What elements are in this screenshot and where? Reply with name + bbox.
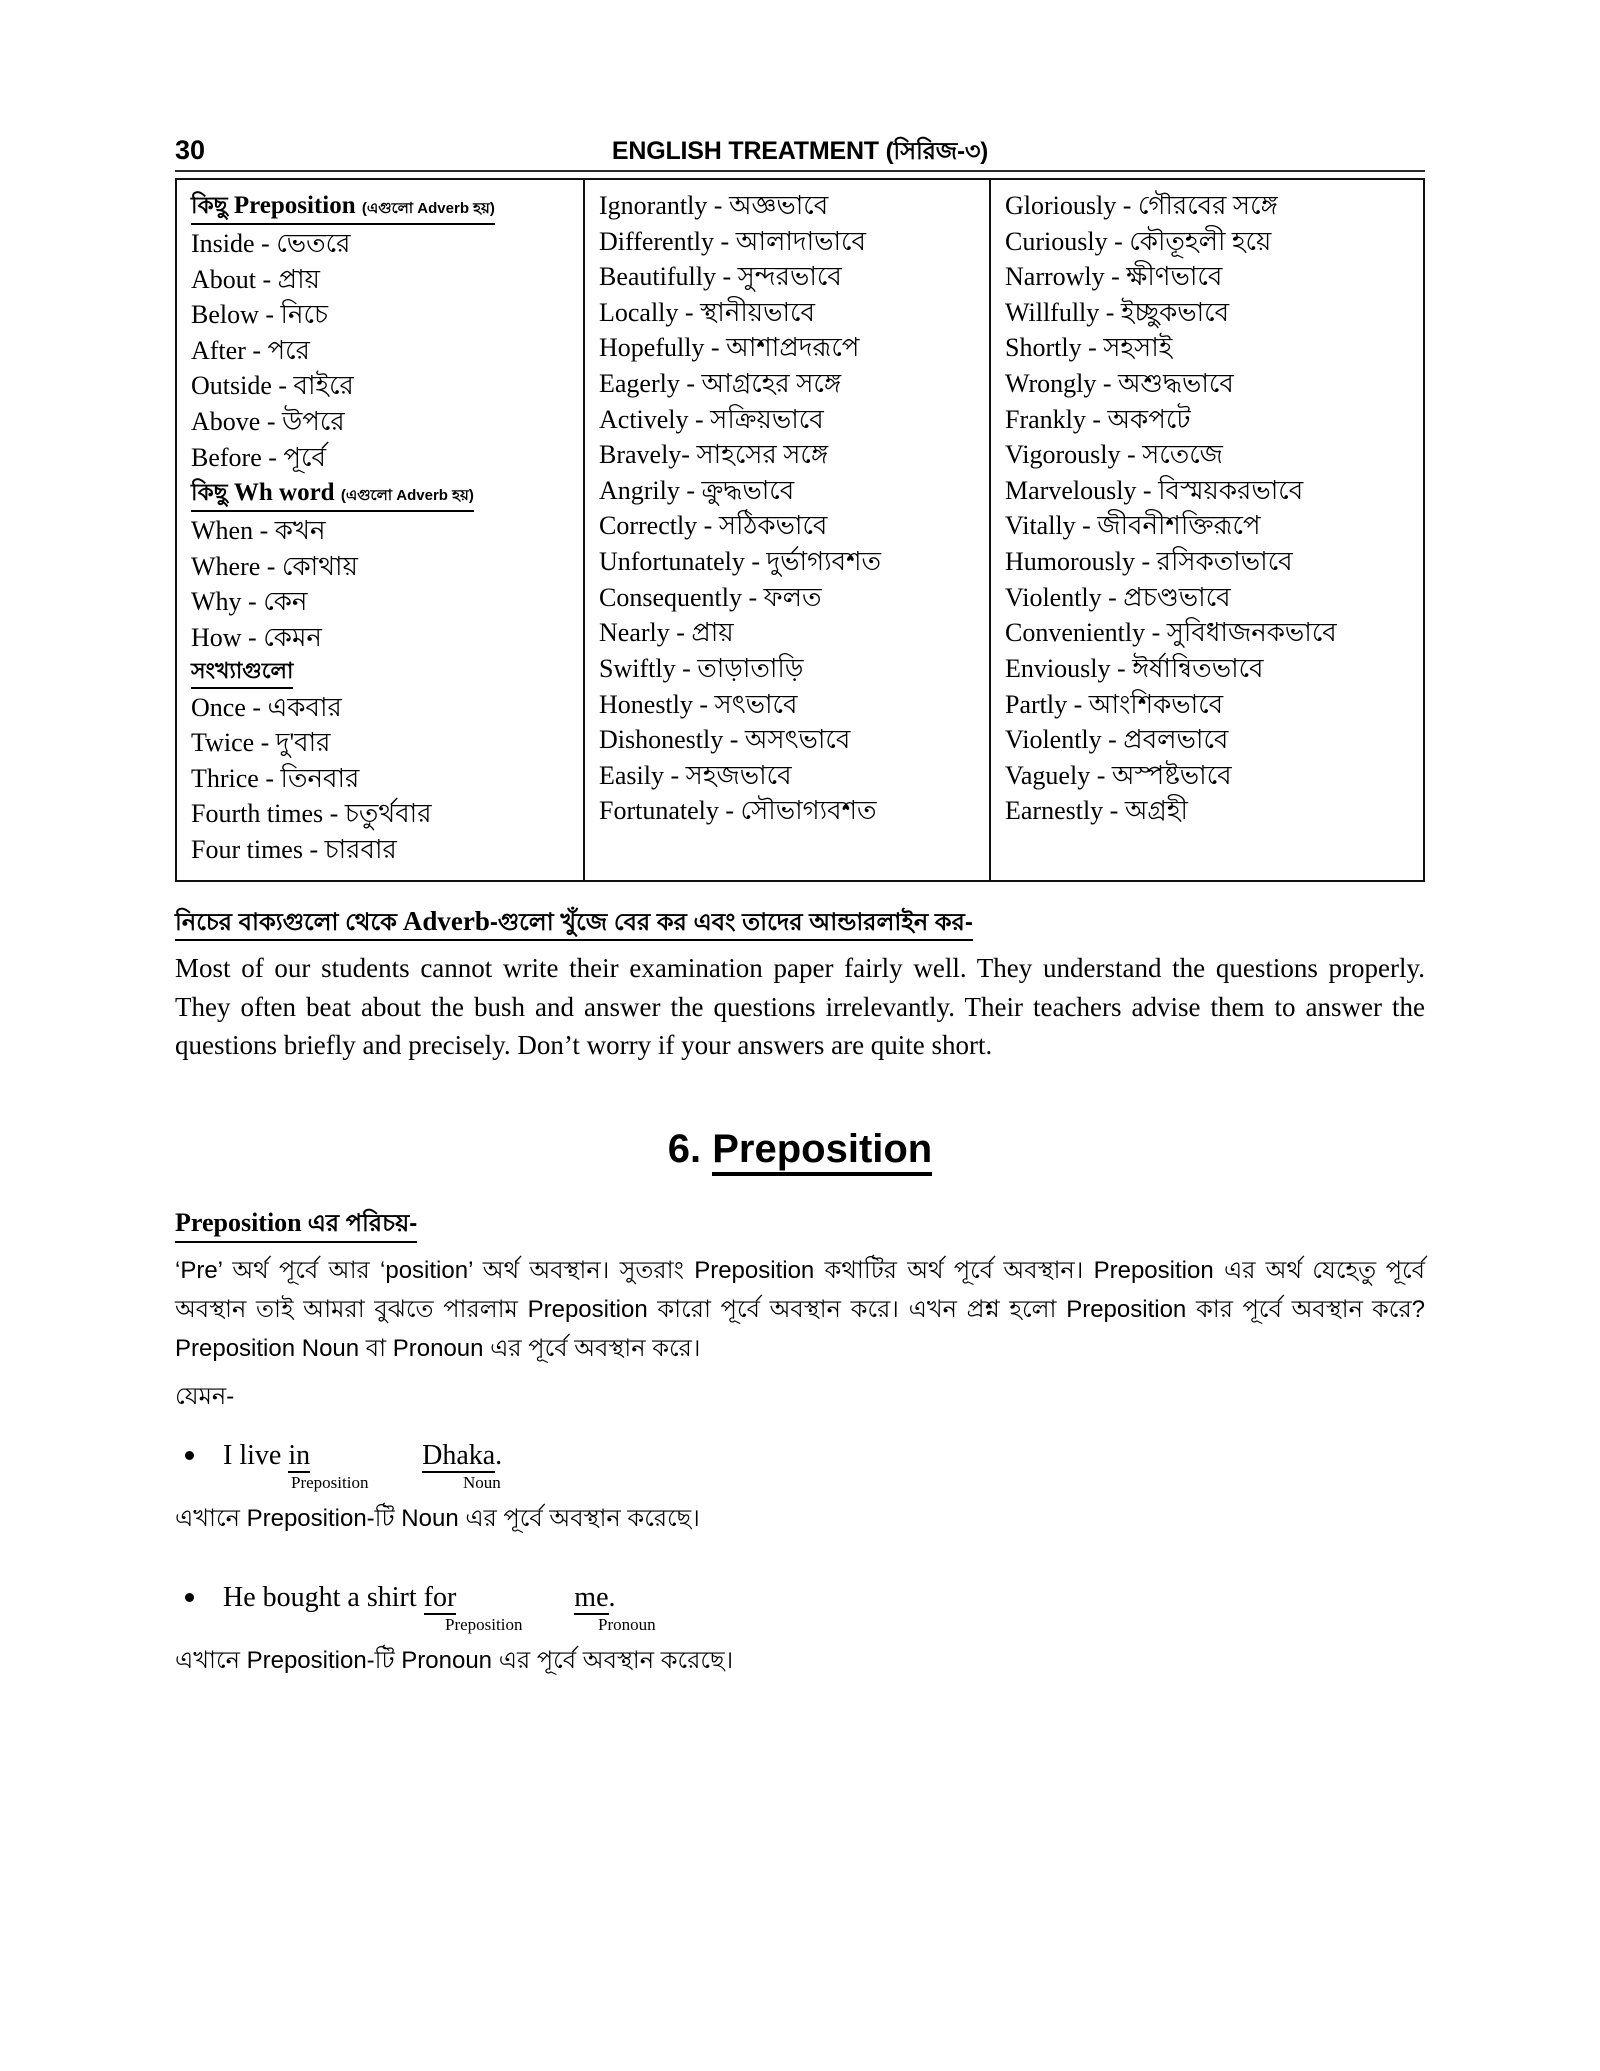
example-explanation: এখানে Preposition-টি Pronoun এর পূর্বে অবস্থান করেছে।	[175, 1646, 734, 1674]
bullet-icon	[185, 1593, 194, 1602]
example-labels	[223, 1614, 1425, 1638]
group-heading-numbers: সংখ্যাগুলো	[191, 656, 293, 689]
subheading-bn: এর পরিচয়-	[307, 1210, 418, 1238]
table-row: Eagerly - আগ্রহের সঙ্গে	[599, 369, 842, 399]
table-column-2	[583, 180, 989, 880]
table-row: Easily - সহজভাবে	[599, 760, 792, 790]
group-heading-wh-word: কিছু Wh word (এগুলো Adverb হয়)	[191, 475, 474, 512]
page-title	[175, 135, 1425, 165]
page-header	[175, 120, 1425, 164]
example-period: .	[495, 1439, 503, 1471]
table-row: Once - একবার	[191, 692, 342, 722]
table-row: Fourth times - চতুর্থবার	[191, 799, 432, 829]
instruction-bn-prefix: নিচের বাক্যগুলো থেকে	[175, 908, 397, 936]
table-row: Bravely- সাহসের সঙ্গে	[599, 440, 829, 470]
example-item	[175, 1440, 1425, 1536]
section-subheading	[175, 1205, 417, 1242]
example-labels	[223, 1472, 1425, 1496]
table-row: Why - কেন	[191, 587, 308, 617]
table-row: Willfully - ইচ্ছুকভাবে	[1005, 297, 1230, 327]
exercise-instruction	[175, 904, 973, 941]
example-label-preposition: Preposition	[291, 1473, 369, 1493]
table-column-3	[989, 180, 1423, 880]
chapter-name: Preposition	[712, 1127, 932, 1176]
example-explanation: এখানে Preposition-টি Noun এর পূর্বে অবস্থান করেছে।	[175, 1505, 700, 1533]
adverb-word-table	[175, 178, 1425, 882]
example-label-pronoun: Pronoun	[598, 1614, 656, 1634]
example-prefix: I live	[223, 1439, 289, 1471]
example-object: me	[574, 1581, 609, 1613]
table-row: Four times - চারবার	[191, 834, 397, 864]
table-row: Vitally - জীবনীশক্তিরূপে	[1005, 511, 1261, 541]
example-sentence	[223, 1582, 1425, 1614]
table-row: Vigorously - সতেজে	[1005, 440, 1223, 470]
examples-lead-in: যেমন-	[175, 1383, 235, 1411]
example-preposition: in	[288, 1439, 311, 1471]
table-row: Humorously - রসিকতাভাবে	[1005, 547, 1293, 577]
intro-line-3: করে? Preposition Noun বা Pronoun এর পূর্বে অবস্থান করে।	[175, 1295, 1425, 1362]
example-object: Dhaka	[422, 1439, 496, 1471]
example-sentence	[223, 1440, 1425, 1472]
example-preposition: for	[423, 1581, 457, 1613]
bullet-icon	[185, 1451, 194, 1460]
table-row: Gloriously - গৌরবের সঙ্গে	[1005, 191, 1278, 220]
table-row: Inside - ভেতরে	[191, 229, 351, 258]
example-prefix: He bought a shirt	[223, 1581, 424, 1613]
table-row: Narrowly - ক্ষীণভাবে	[1005, 262, 1223, 292]
table-row: Dishonestly - অসৎভাবে	[599, 725, 851, 755]
table-row: Violently - প্রচণ্ডভাবে	[1005, 582, 1231, 612]
page-content	[175, 120, 1425, 1678]
table-row: Consequently - ফলত	[599, 582, 822, 612]
table-row: Correctly - সঠিকভাবে	[599, 511, 828, 541]
table-row: Enviously - ঈর্ষান্বিতভাবে	[1005, 653, 1264, 683]
table-row: Vaguely - অস্পষ্টভাবে	[1005, 760, 1232, 790]
intro-paragraph	[175, 1252, 1425, 1369]
table-row: Unfortunately - দুর্ভাগ্যবশত	[599, 547, 882, 577]
intro-line-2: পূর্বে অবস্থান তাই আমরা বুঝতে পারলাম Preposition কারো পূর্বে অবস্থান করে। এখন প্রশ্ন হলো Preposition কার পূর্বে অবস্থান	[175, 1256, 1426, 1323]
table-row: Ignorantly - অজ্ঞভাবে	[599, 191, 829, 220]
table-row: Frankly - অকপটে	[1005, 404, 1191, 434]
table-row: Nearly - প্রায়	[599, 618, 734, 648]
table-row: Curiously - কৌতূহলী হয়ে	[1005, 226, 1272, 256]
table-row: Hopefully - আশাপ্রদরূপে	[599, 333, 860, 363]
table-row: Before - পূর্বে	[191, 442, 326, 472]
table-row: Shortly - সহসাই	[1005, 333, 1173, 363]
instruction-keyword: Adverb	[402, 905, 490, 936]
header-divider	[175, 170, 1425, 172]
example-period: .	[608, 1581, 616, 1613]
table-row: Marvelously - বিস্ময়করভাবে	[1005, 475, 1304, 505]
table-row: Where - কোথায়	[191, 551, 358, 581]
table-row: Below - নিচে	[191, 300, 328, 330]
subheading-en: Preposition	[175, 1208, 302, 1238]
example-label-preposition: Preposition	[445, 1614, 523, 1634]
table-row: Violently - প্রবলভাবে	[1005, 725, 1229, 755]
table-row: About - প্রায়	[191, 264, 320, 294]
table-row: Locally - স্থানীয়ভাবে	[599, 297, 815, 327]
table-row: Earnestly - অগ্রহী	[1005, 796, 1188, 826]
intro-line-1: ‘Pre’ অর্থ পূর্বে আর ‘position’ অর্থ অবস্থান। সুতরাং Preposition কথাটির অর্থ পূর্বে অবস্থান। Preposition এর অর্থ যেহেতু	[175, 1256, 1377, 1284]
table-row: Above - উপরে	[191, 407, 345, 437]
table-row: Outside - বাইরে	[191, 371, 354, 401]
table-row: Wrongly - অশুদ্ধভাবে	[1005, 369, 1234, 399]
table-row: Beautifully - সুন্দরভাবে	[599, 262, 842, 292]
table-row: Partly - আংশিকভাবে	[1005, 689, 1224, 719]
table-row: Conveniently - সুবিধাজনকভাবে	[1005, 618, 1337, 648]
table-column-1	[177, 180, 583, 880]
table-row: Actively - সক্রিয়ভাবে	[599, 404, 824, 434]
table-row: Fortunately - সৌভাগ্যবশত	[599, 796, 877, 826]
example-item	[175, 1582, 1425, 1678]
table-row: Thrice - তিনবার	[191, 763, 360, 793]
table-row: When - কখন	[191, 516, 326, 546]
page-number: 30	[175, 135, 206, 165]
table-row: Twice - দু'বার	[191, 728, 331, 758]
instruction-bn-suffix: -গুলো খুঁজে বের কর এবং তাদের আন্ডারলাইন কর-	[489, 908, 973, 936]
group-heading-preposition: কিছু Preposition (এগুলো Adverb হয়)	[191, 188, 495, 225]
table-row: Honestly - সৎভাবে	[599, 689, 798, 719]
table-row: Angrily - ক্রুদ্ধভাবে	[599, 475, 795, 505]
table-row: After - পরে	[191, 335, 310, 365]
example-label-noun: Noun	[463, 1473, 501, 1493]
table-row: Differently - আলাদাভাবে	[599, 226, 866, 256]
exercise-paragraph: Most of our students cannot write their examination paper fairly well. They understand the questions properly. They often beat about the bush and answer the questions irrelevantly. Their teachers advise them to answer the questions briefly and precisely. Don’t worry if your answers are quite short.	[175, 952, 1425, 1061]
chapter-title	[175, 1127, 1425, 1171]
chapter-number: 6.	[667, 1127, 702, 1172]
table-row: Swiftly - তাড়াতাড়ি	[599, 653, 804, 683]
table-row: How - কেমন	[191, 623, 322, 653]
page-title-bn: (সিরিজ-৩)	[885, 138, 989, 165]
page-title-en: ENGLISH TREATMENT	[611, 137, 879, 165]
